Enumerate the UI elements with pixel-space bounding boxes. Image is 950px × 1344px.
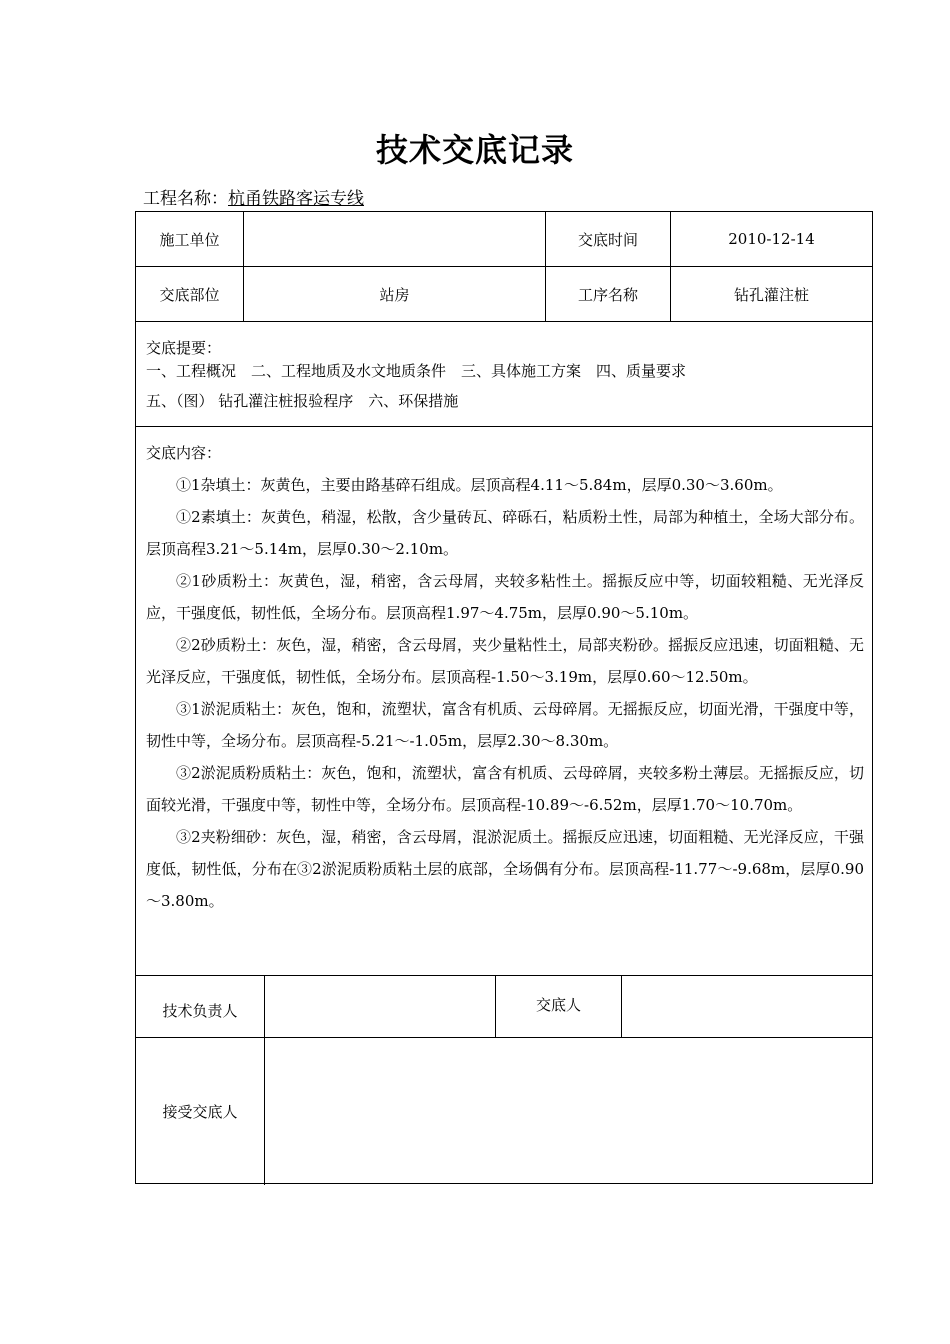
soil-layer-paragraph: ①1杂填土：灰黄色，主要由路基碎石组成。层顶高程4.11～5.84m，层厚0.30～3.60m。 — [176, 476, 783, 494]
content-heading: 交底内容： — [146, 444, 222, 462]
page-title: 技术交底记录 — [375, 131, 574, 169]
construction-unit-label: 施工单位 — [159, 230, 220, 249]
disclosure-time-label: 交底时间 — [577, 230, 638, 249]
discloser-signature-field[interactable] — [622, 976, 872, 1037]
soil-layer-paragraph: ②1砂质粉土：灰黄色，湿，稍密，含云母屑，夹较多粘性土。摇振反应中等，切面较粗糙、无光泽反应，干强度低，韧性低，全场分布。层顶高程1.97～4.75m，层厚0.90～5.10m。 — [146, 572, 864, 622]
disclosure-summary — [146, 337, 864, 413]
project-label: 工程名称： — [143, 189, 228, 209]
disclosure-location-value: 站房 — [379, 285, 410, 304]
soil-layer-paragraph: ③2淤泥质粉质粘土：灰色，饱和，流塑状，富含有机质、云母碎屑，夹较多粉土薄层。无摇振反应，切面较光滑，干强度中等，韧性中等，全场分布。层顶高程-10.89～-6.52m，层厚1.70～10.70m。 — [146, 764, 864, 814]
disclosure-table — [135, 211, 873, 1184]
tech-lead-signature-field[interactable] — [265, 976, 495, 1037]
tech-lead-label: 技术负责人 — [162, 1001, 238, 1020]
soil-layer-paragraph: ③1淤泥质粘土：灰色，饱和，流塑状，富含有机质、云母碎屑。无摇振反应，切面光滑，干强度中等，韧性中等，全场分布。层顶高程-5.21～-1.05m，层厚2.30～8.30m。 — [146, 700, 864, 750]
soil-layer-paragraph: ①2素填土：灰黄色，稍湿，松散，含少量砖瓦、碎砾石，粘质粉土性，局部为种植土，全场大部分布。层顶高程3.21～5.14m，层厚0.30～2.10m。 — [146, 508, 864, 558]
construction-unit-field[interactable] — [244, 212, 545, 266]
soil-layer-paragraph: ③2夹粉细砂：灰色，湿，稍密，含云母屑，混淤泥质土。摇振反应迅速，切面粗糙、无光泽反应，干强度低，韧性低，分布在③2淤泥质粉质粘土层的底部，全场偶有分布。层顶高程-11.77～-9.68m，层厚0.90～3.80m。 — [146, 828, 864, 910]
project-line — [143, 186, 364, 212]
disclosure-content — [146, 437, 864, 917]
process-name-label: 工序名称 — [577, 285, 638, 304]
summary-line: 五、（图） 钻孔灌注桩报验程序 六、环保措施 — [146, 392, 459, 410]
disclosure-time-value: 2010-12-14 — [728, 230, 815, 248]
process-name-value: 钻孔灌注桩 — [733, 285, 809, 304]
summary-heading: 交底提要： — [146, 339, 222, 357]
summary-line: 一、工程概况 二、工程地质及水文地质条件 三、具体施工方案 四、质量要求 — [146, 362, 687, 380]
discloser-label: 交底人 — [535, 995, 581, 1014]
soil-layer-paragraph: ②2砂质粉土：灰色，湿，稍密，含云母屑，夹少量粘性土，局部夹粉砂。摇振反应迅速，切面粗糙、无光泽反应，干强度低，韧性低，全场分布。层顶高程-1.50～3.19m，层厚0.60～12.50m。 — [146, 636, 864, 686]
project-name: 杭甬铁路客运专线 — [228, 189, 364, 209]
disclosure-location-label: 交底部位 — [159, 285, 220, 304]
receiver-label: 接受交底人 — [162, 1102, 238, 1121]
receiver-signature-field[interactable] — [265, 1038, 872, 1184]
